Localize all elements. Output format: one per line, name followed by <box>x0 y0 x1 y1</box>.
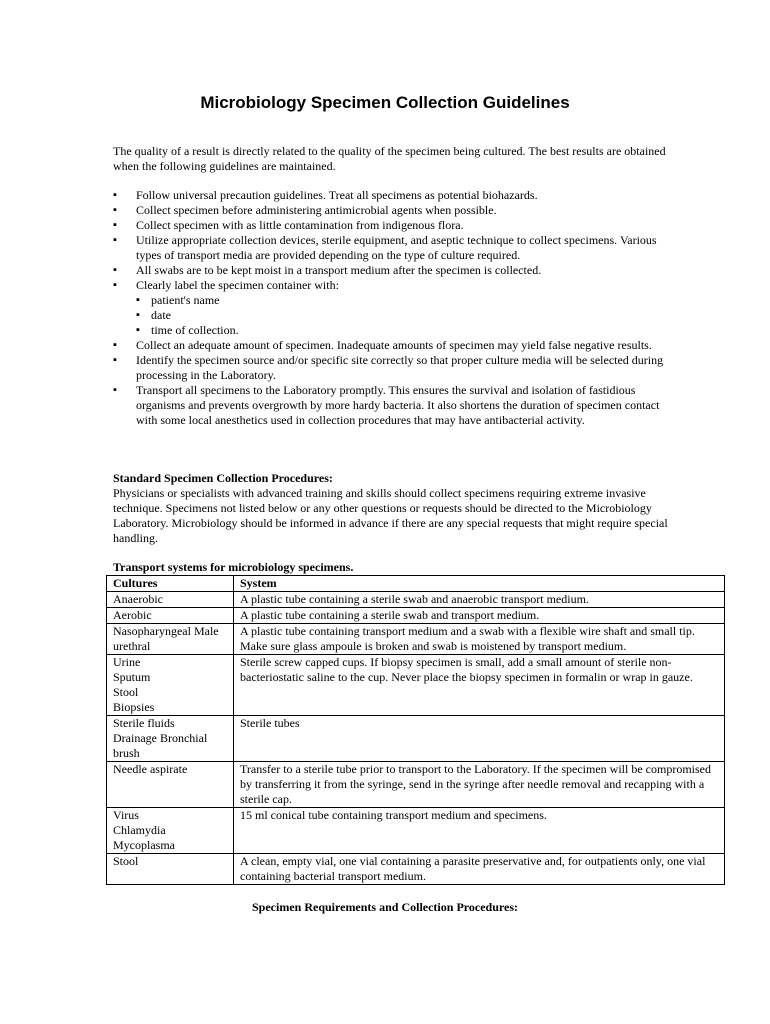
list-item: ▪ Collect specimen with as little contamination from indigenous flora. <box>113 218 673 233</box>
transport-systems-heading: Transport systems for microbiology specimens. <box>113 560 354 574</box>
list-item: ▪ Transport all specimens to the Laboratory promptly. This ensures the survival and isolation of fastidious organisms and prevents overgrowth by more hardy bacteria. It also shortens the duration of specimen contact with some local anesthetics used in collection procedures that may have antibacterial activity. <box>113 383 673 428</box>
culture-line: brush <box>113 746 140 760</box>
system-cell: A plastic tube containing transport medium and a swab with a flexible wire shaft and small tip. Make sure glass ampoule is broken and swab is moistened by transport medium. <box>234 624 725 655</box>
transport-systems-table <box>106 575 725 885</box>
cultures-cell <box>107 762 234 808</box>
culture-line: Anaerobic <box>113 592 163 606</box>
list-item: ▪ All swabs are to be kept moist in a transport medium after the specimen is collected. <box>113 263 673 278</box>
table-header-row <box>107 576 725 592</box>
cultures-cell <box>107 608 234 624</box>
table-row <box>107 655 725 716</box>
culture-line: Chlamydia <box>113 823 166 837</box>
standard-procedures-heading: Standard Specimen Collection Procedures: <box>113 471 333 485</box>
culture-line: Urine <box>113 655 141 669</box>
cultures-cell <box>107 624 234 655</box>
cultures-cell <box>107 655 234 716</box>
culture-line: Drainage Bronchial <box>113 731 208 745</box>
table-row <box>107 624 725 655</box>
label-items-list <box>136 293 673 338</box>
list-item: ▪ Collect specimen before administering antimicrobial agents when possible. <box>113 203 673 218</box>
culture-line: Stool <box>113 854 139 868</box>
label-container-text: Clearly label the specimen container with: <box>136 278 339 292</box>
system-cell: Sterile tubes <box>234 716 725 762</box>
list-item: ▪ Utilize appropriate collection devices, sterile equipment, and aseptic technique to collect specimens. Various types of transport media are provided depending on the type of culture required. <box>113 233 673 263</box>
page-title: Microbiology Specimen Collection Guidelines <box>200 93 570 112</box>
cultures-cell <box>107 592 234 608</box>
cultures-cell <box>107 716 234 762</box>
culture-line: Biopsies <box>113 700 155 714</box>
system-cell: A plastic tube containing a sterile swab and transport medium. <box>234 608 725 624</box>
system-cell: A clean, empty vial, one vial containing a parasite preservative and, for outpatients only, one vial containing bacterial transport medium. <box>234 854 725 885</box>
table-row <box>107 854 725 885</box>
culture-line: urethral <box>113 639 151 653</box>
system-cell: Sterile screw capped cups. If biopsy specimen is small, add a small amount of sterile non-bacteriostatic saline to the cup. Never place the biopsy specimen in formalin or wrap in gauze. <box>234 655 725 716</box>
culture-line: Aerobic <box>113 608 152 622</box>
table-row <box>107 808 725 854</box>
sub-list-item: ▪ patient's name <box>136 293 673 308</box>
sub-list-item: ▪ date <box>136 308 673 323</box>
guidelines-list <box>113 188 673 428</box>
cultures-cell <box>107 854 234 885</box>
cultures-cell <box>107 808 234 854</box>
system-cell: Transfer to a sterile tube prior to transport to the Laboratory. If the specimen will be compromised by transferring it from the syringe, send in the syringe after needle removal and recapping with a sterile cap. <box>234 762 725 808</box>
requirements-heading: Specimen Requirements and Collection Procedures: <box>252 900 518 914</box>
culture-line: Virus <box>113 808 139 822</box>
culture-line: Nasopharyngeal Male <box>113 624 219 638</box>
list-item: ▪ Identify the specimen source and/or specific site correctly so that proper culture media will be selected during processing in the Laboratory. <box>113 353 673 383</box>
standard-procedures-paragraph: Physicians or specialists with advanced training and skills should collect specimens requiring extreme invasive technique. Specimens not listed below or any other questions or requests should be directed to the Microbiology Laboratory. Microbiology should be informed in advance if there are any special requests that might require special handling. <box>113 486 668 545</box>
culture-line: Sterile fluids <box>113 716 175 730</box>
list-item: ▪ Follow universal precaution guidelines. Treat all specimens as potential biohazards. <box>113 188 673 203</box>
culture-line: Sputum <box>113 670 151 684</box>
list-item: ▪ Collect an adequate amount of specimen. Inadequate amounts of specimen may yield false negative results. <box>113 338 673 353</box>
intro-paragraph: The quality of a result is directly related to the quality of the specimen being cultured. The best results are obtained when the following guidelines are maintained. <box>113 144 666 173</box>
table-row <box>107 716 725 762</box>
sub-list-item: ▪ time of collection. <box>136 323 673 338</box>
column-header-system: System <box>234 576 725 592</box>
culture-line: Stool <box>113 685 139 699</box>
system-cell: 15 ml conical tube containing transport medium and specimens. <box>234 808 725 854</box>
table-row <box>107 762 725 808</box>
table-row <box>107 592 725 608</box>
column-header-cultures: Cultures <box>107 576 234 592</box>
culture-line: Mycoplasma <box>113 838 175 852</box>
table-row <box>107 608 725 624</box>
system-cell: A plastic tube containing a sterile swab and anaerobic transport medium. <box>234 592 725 608</box>
list-item-label-container <box>113 278 673 338</box>
culture-line: Needle aspirate <box>113 762 188 776</box>
